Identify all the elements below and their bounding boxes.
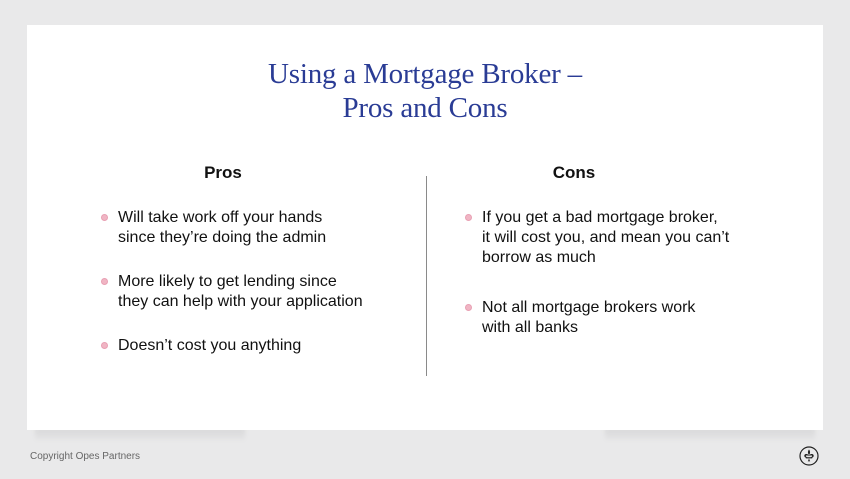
slide-title [27, 57, 823, 125]
slide-shadow-left [35, 428, 245, 442]
slide-shadow-right [605, 428, 815, 442]
slide-title-line2: Pros and Cons [342, 92, 508, 124]
copyright-text: Copyright Opes Partners [30, 451, 141, 462]
pros-list-item [99, 336, 399, 356]
bullet-dot-icon [465, 304, 472, 311]
cons-list-item [463, 208, 783, 268]
cons-item-text: If you get a bad mortgage broker, it will cost you, and mean you can’t borrow as much [482, 209, 730, 266]
cons-item-text: Not all mortgage brokers work with all banks [482, 299, 696, 336]
bullet-dot-icon [101, 278, 108, 285]
cons-list [463, 208, 783, 368]
column-divider [426, 176, 427, 376]
pros-item-text: Doesn’t cost you anything [118, 337, 302, 354]
bullet-dot-icon [465, 214, 472, 221]
slide-title-line1: Using a Mortgage Broker – [268, 58, 582, 90]
cons-list-item [463, 298, 783, 338]
pros-item-text: Will take work off your hands since they’re doing the admin [118, 209, 327, 246]
fleur-de-lis-logo-icon [799, 446, 819, 466]
pros-list-item [99, 208, 399, 248]
bullet-dot-icon [101, 342, 108, 349]
pros-item-text: More likely to get lending since they can help with your application [118, 273, 363, 310]
pros-list [99, 208, 399, 380]
bullet-dot-icon [101, 214, 108, 221]
pros-heading: Pros [204, 163, 242, 182]
cons-heading: Cons [552, 163, 596, 182]
slide [27, 25, 823, 430]
pros-list-item [99, 272, 399, 312]
